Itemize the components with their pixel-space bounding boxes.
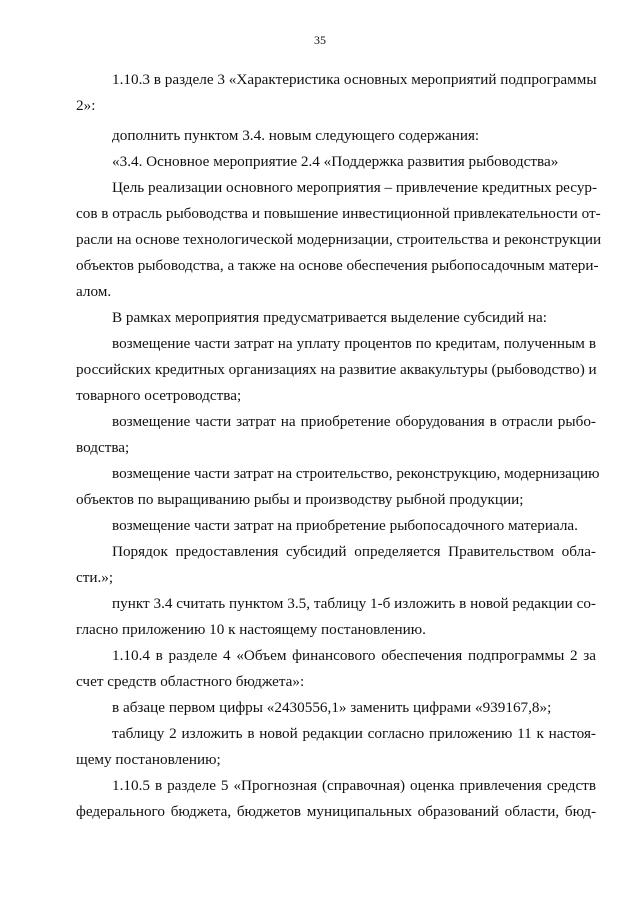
text-line: дополнить пунктом 3.4. новым следующего содержания:	[112, 127, 480, 144]
text-line: алом.	[76, 283, 112, 300]
text-line: возмещение части затрат на строительство, реконструкцию, модернизацию	[112, 465, 600, 482]
text-line: сов в отрасль рыбоводства и повышение инвестиционной привлекательности от-	[76, 205, 601, 222]
text-line: таблицу 2 изложить в новой редакции согласно приложению 11 к настоя-	[112, 725, 596, 742]
text-line: федерального бюджета, бюджетов муниципальных образований области, бюд-	[76, 803, 596, 820]
text-line: «3.4. Основное мероприятие 2.4 «Поддержка развития рыбоводства»	[112, 153, 559, 170]
text-line: в абзаце первом цифры «2430556,1» заменить цифрами «939167,8»;	[112, 699, 552, 716]
document-body	[76, 67, 602, 825]
text-line: Цель реализации основного мероприятия – привлечение кредитных ресур-	[112, 179, 598, 196]
text-line: 1.10.4 в разделе 4 «Объем финансового обеспечения подпрограммы 2 за	[112, 647, 596, 664]
text-line: сти.»;	[76, 569, 114, 586]
text-line: водства;	[76, 439, 130, 456]
text-line: 1.10.5 в разделе 5 «Прогнозная (справочная) оценка привлечения средств	[112, 777, 596, 794]
text-line: В рамках мероприятия предусматривается выделение субсидий на:	[112, 309, 547, 326]
text-line: объектов рыбоводства, а также на основе обеспечения рыбопосадочным матери-	[76, 257, 599, 274]
text-line: возмещение части затрат на уплату процентов по кредитам, полученным в	[112, 335, 596, 352]
text-line: гласно приложению 10 к настоящему постановлению.	[76, 621, 426, 638]
text-line: возмещение части затрат на приобретение рыбопосадочного материала.	[112, 517, 578, 534]
text-line: щему постановлению;	[76, 751, 221, 768]
text-line: 1.10.3 в разделе 3 «Характеристика основных мероприятий подпрограммы	[112, 71, 597, 88]
text-line: пункт 3.4 считать пунктом 3.5, таблицу 1-б изложить в новой редакции со-	[112, 595, 596, 612]
text-line: товарного осетроводства;	[76, 387, 242, 404]
text-line: российских кредитных организациях на развитие аквакультуры (рыбоводство) и	[76, 361, 597, 378]
text-line: возмещение части затрат на приобретение оборудования в отрасли рыбо-	[112, 413, 596, 430]
text-line: Порядок предоставления субсидий определяется Правительством обла-	[112, 543, 596, 560]
text-line: 2»:	[76, 97, 96, 114]
page-number: 35	[314, 33, 326, 47]
text-line: объектов по выращиванию рыбы и производству рыбной продукции;	[76, 491, 524, 508]
text-line: счет средств областного бюджета»:	[76, 673, 305, 690]
text-line: расли на основе технологической модернизации, строительства и реконструкции	[76, 231, 602, 248]
